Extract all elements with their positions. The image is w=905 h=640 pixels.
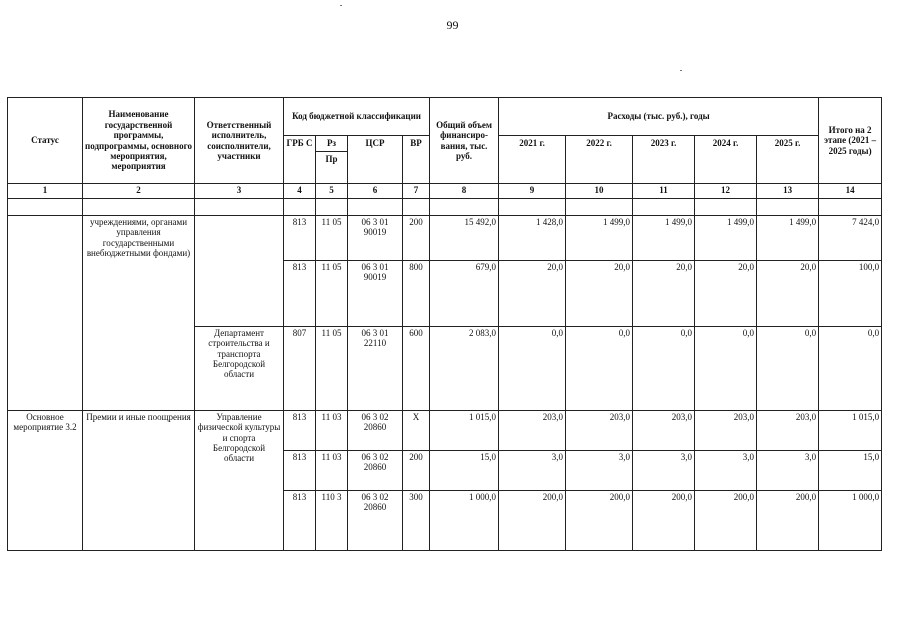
year-2024-cell: 1 499,0 — [695, 216, 757, 261]
total-cell: 15,0 — [430, 451, 499, 491]
total-cell: 679,0 — [430, 261, 499, 327]
header-stage-total: Итого на 2 этапе (2021 – 2025 годы) — [819, 98, 882, 184]
rzpr-cell: 110 3 — [316, 491, 348, 551]
vr-cell: 800 — [403, 261, 430, 327]
name-cell: Премии и иные поощрения — [83, 411, 195, 551]
year-2022-cell: 20,0 — [566, 261, 633, 327]
rzpr-cell: 11 03 — [316, 411, 348, 451]
vr-cell: 300 — [403, 491, 430, 551]
scan-speck — [340, 5, 342, 6]
csr-cell: 06 3 02 20860 — [348, 411, 403, 451]
header-year-2021: 2021 г. — [499, 136, 566, 184]
header-name: Наименование государственной программы, подпрограммы, основного мероприятия, мероприятия — [83, 98, 195, 184]
vr-cell: 200 — [403, 216, 430, 261]
grbs-cell: 813 — [284, 451, 316, 491]
page-number: 99 — [446, 18, 459, 32]
year-2025-cell: 0,0 — [757, 327, 819, 411]
grbs-cell: 813 — [284, 411, 316, 451]
year-2023-cell: 1 499,0 — [633, 216, 695, 261]
year-2024-cell: 3,0 — [695, 451, 757, 491]
year-2021-cell: 0,0 — [499, 327, 566, 411]
stage-total-cell: 1 015,0 — [819, 411, 882, 451]
header-year-2025: 2025 г. — [757, 136, 819, 184]
grbs-cell: 813 — [284, 491, 316, 551]
column-number: 8 — [430, 184, 499, 199]
csr-cell: 06 3 01 90019 — [348, 261, 403, 327]
executor-cell: Департамент строительства и транспорта Белгородской области — [195, 327, 284, 411]
csr-cell: 06 3 02 20860 — [348, 491, 403, 551]
header-total-volume: Общий объем финансиро-вания, тыс. руб. — [430, 98, 499, 184]
year-2025-cell: 200,0 — [757, 491, 819, 551]
year-2025-cell: 3,0 — [757, 451, 819, 491]
column-number: 4 — [284, 184, 316, 199]
year-2022-cell: 3,0 — [566, 451, 633, 491]
executor-cell: Управление физической культуры и спорта Белгородской области — [195, 411, 284, 551]
csr-cell: 06 3 02 20860 — [348, 451, 403, 491]
table-body — [8, 199, 882, 551]
scan-speck — [680, 70, 682, 71]
year-2022-cell: 0,0 — [566, 327, 633, 411]
year-2021-cell: 203,0 — [499, 411, 566, 451]
stage-total-cell: 7 424,0 — [819, 216, 882, 261]
header-year-2022: 2022 г. — [566, 136, 633, 184]
column-number: 1 — [8, 184, 83, 199]
rzpr-cell: 11 05 — [316, 327, 348, 411]
status-cell: Основное мероприятие 3.2 — [8, 411, 83, 551]
year-2023-cell: 3,0 — [633, 451, 695, 491]
column-number: 14 — [819, 184, 882, 199]
year-2022-cell: 1 499,0 — [566, 216, 633, 261]
stage-total-cell: 1 000,0 — [819, 491, 882, 551]
year-2023-cell: 20,0 — [633, 261, 695, 327]
csr-cell: 06 3 01 90019 — [348, 216, 403, 261]
year-2021-cell: 1 428,0 — [499, 216, 566, 261]
stage-total-cell: 100,0 — [819, 261, 882, 327]
grbs-cell: 813 — [284, 216, 316, 261]
header-budget-code: Код бюджетной классификации — [284, 98, 430, 136]
header-status: Статус — [8, 98, 83, 184]
year-2022-cell: 200,0 — [566, 491, 633, 551]
executor-cell — [195, 216, 284, 327]
column-number: 2 — [83, 184, 195, 199]
total-cell: 2 083,0 — [430, 327, 499, 411]
table-row — [8, 411, 882, 451]
total-cell: 1 015,0 — [430, 411, 499, 451]
header-grbs: ГРБ С — [284, 136, 316, 184]
column-number: 5 — [316, 184, 348, 199]
column-number: 13 — [757, 184, 819, 199]
name-cell: учреждениями, органами управления государственными внебюджетными фондами) — [83, 216, 195, 411]
header-csr: ЦСР — [348, 136, 403, 184]
column-number: 10 — [566, 184, 633, 199]
year-2024-cell: 20,0 — [695, 261, 757, 327]
column-number: 12 — [695, 184, 757, 199]
vr-cell: 200 — [403, 451, 430, 491]
year-2021-cell: 3,0 — [499, 451, 566, 491]
year-2023-cell: 0,0 — [633, 327, 695, 411]
year-2022-cell: 203,0 — [566, 411, 633, 451]
stage-total-cell: 0,0 — [819, 327, 882, 411]
year-2024-cell: 203,0 — [695, 411, 757, 451]
year-2023-cell: 203,0 — [633, 411, 695, 451]
total-cell: 1 000,0 — [430, 491, 499, 551]
vr-cell: 600 — [403, 327, 430, 411]
status-cell — [8, 216, 83, 411]
spacer-row — [8, 199, 882, 216]
rzpr-cell: 11 03 — [316, 451, 348, 491]
year-2024-cell: 200,0 — [695, 491, 757, 551]
vr-cell: Х — [403, 411, 430, 451]
header-expenses: Расходы (тыс. руб.), годы — [499, 98, 819, 136]
column-number: 9 — [499, 184, 566, 199]
column-number: 6 — [348, 184, 403, 199]
year-2021-cell: 20,0 — [499, 261, 566, 327]
rzpr-cell: 11 05 — [316, 261, 348, 327]
column-number: 7 — [403, 184, 430, 199]
grbs-cell: 813 — [284, 261, 316, 327]
table-header — [8, 98, 882, 199]
year-2023-cell: 200,0 — [633, 491, 695, 551]
year-2024-cell: 0,0 — [695, 327, 757, 411]
total-cell: 15 492,0 — [430, 216, 499, 261]
header-year-2024: 2024 г. — [695, 136, 757, 184]
csr-cell: 06 3 01 22110 — [348, 327, 403, 411]
year-2025-cell: 1 499,0 — [757, 216, 819, 261]
grbs-cell: 807 — [284, 327, 316, 411]
header-rz: Рз — [316, 136, 348, 152]
year-2021-cell: 200,0 — [499, 491, 566, 551]
header-year-2023: 2023 г. — [633, 136, 695, 184]
header-pr: Пр — [316, 152, 348, 184]
rzpr-cell: 11 05 — [316, 216, 348, 261]
header-executor: Ответственный исполнитель, соисполнители, участники — [195, 98, 284, 184]
table-row — [8, 216, 882, 261]
budget-table — [7, 97, 882, 551]
stage-total-cell: 15,0 — [819, 451, 882, 491]
year-2025-cell: 20,0 — [757, 261, 819, 327]
year-2025-cell: 203,0 — [757, 411, 819, 451]
column-number: 3 — [195, 184, 284, 199]
header-vr: ВР — [403, 136, 430, 184]
column-number: 11 — [633, 184, 695, 199]
column-number-row — [8, 184, 882, 199]
